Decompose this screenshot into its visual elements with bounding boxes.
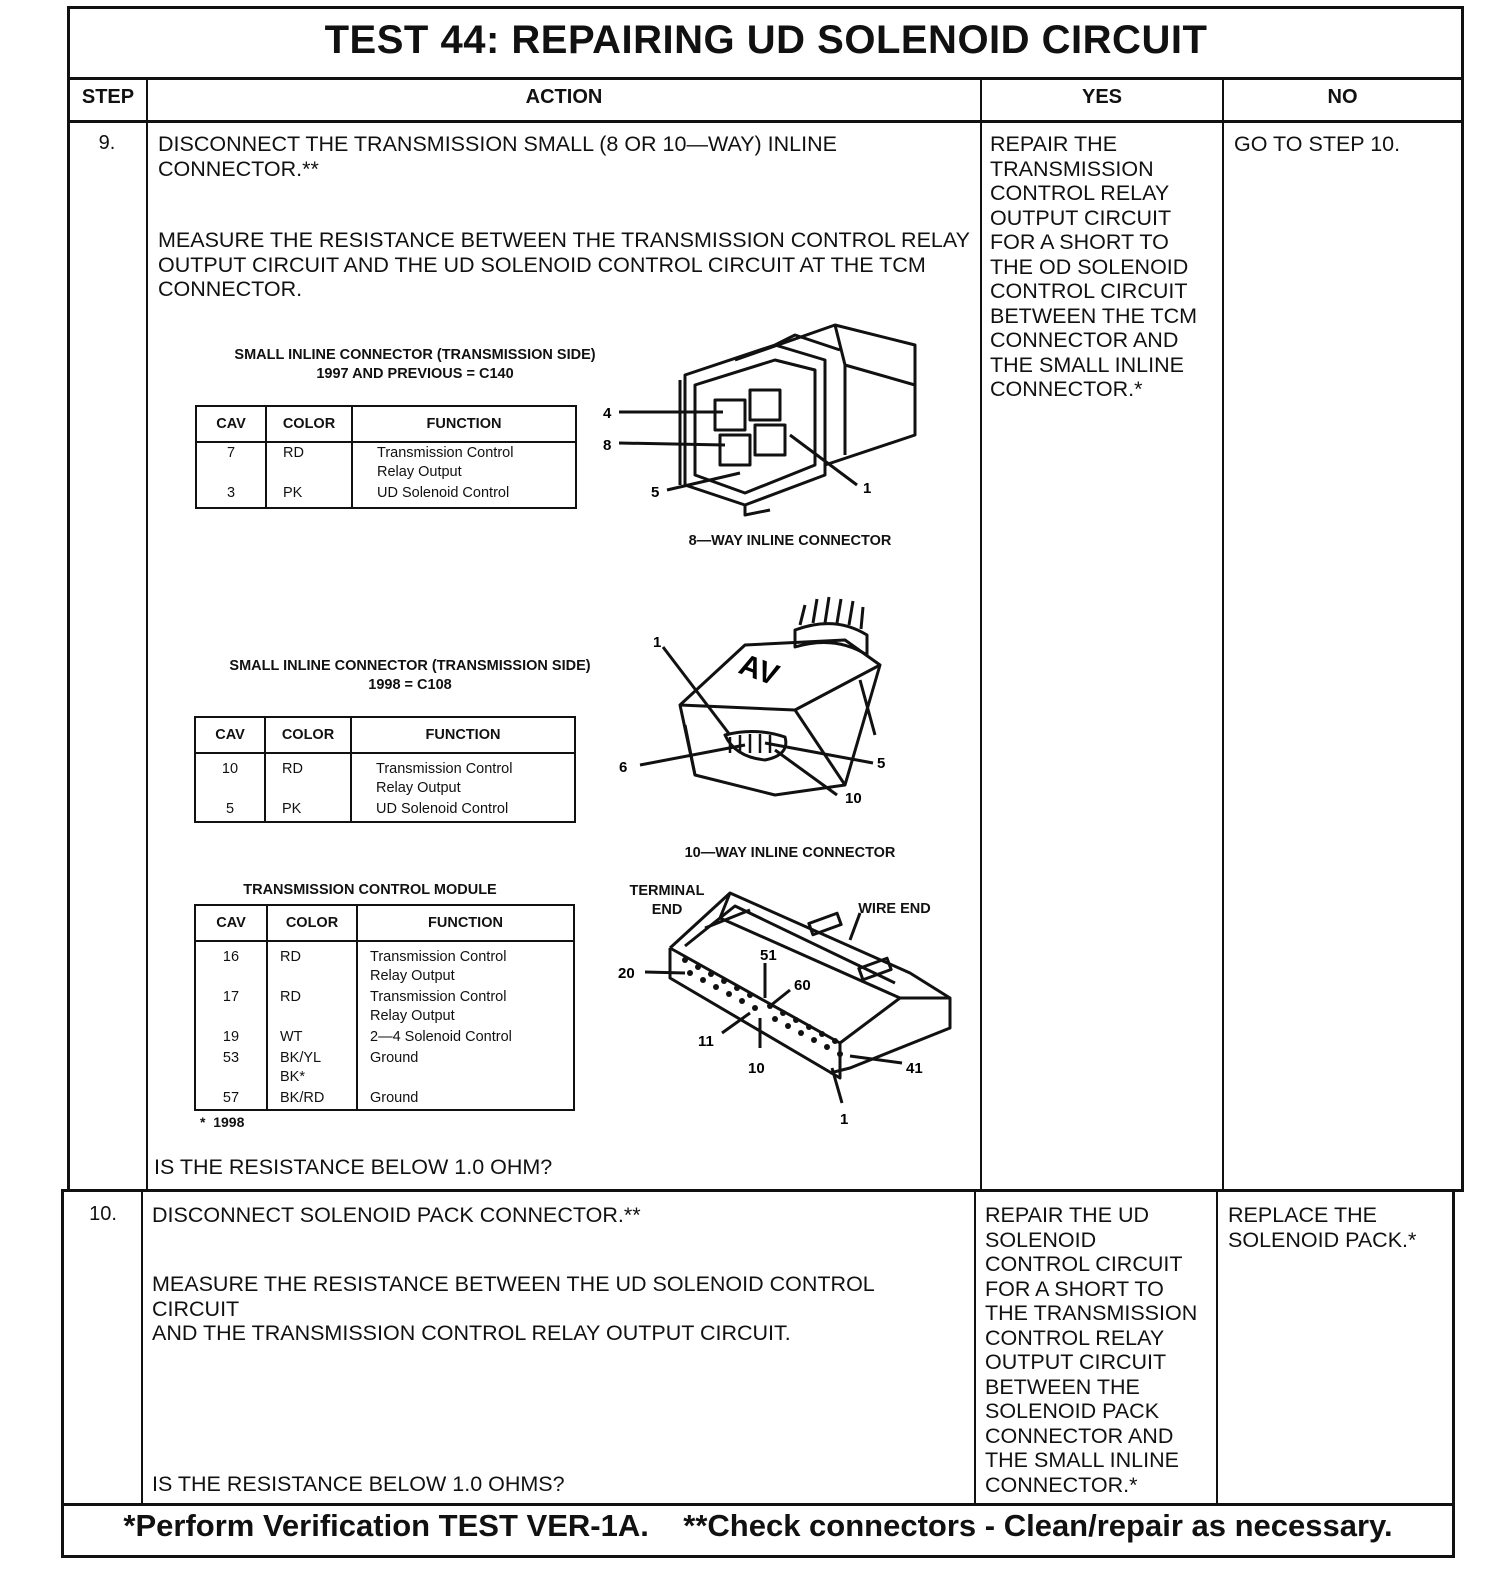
cell-color: RD — [267, 987, 357, 1027]
cell-cav: 17 — [195, 987, 267, 1027]
connector1-label: 8—WAY INLINE CONNECTOR — [688, 533, 892, 549]
col-sep-yes-lower — [1216, 1190, 1218, 1504]
table-header-row — [195, 717, 575, 753]
table1 — [195, 405, 577, 509]
step-9-no: GO TO STEP 10. — [1234, 132, 1401, 156]
pin-1-label: 1 — [653, 634, 662, 651]
cell-cav: 5 — [195, 799, 265, 822]
pin-60-label: 60 — [794, 977, 811, 994]
pin-8-leader — [619, 443, 725, 445]
table-row — [195, 987, 574, 1027]
cell-color: RD — [266, 442, 352, 483]
cell-function: Transmission Control Relay Output — [357, 987, 574, 1027]
cell-color: BK/YL BK* — [267, 1048, 357, 1088]
step-10-action-2: MEASURE THE RESISTANCE BETWEEN THE UD SOLENOID CONTROL CIRCUIT AND THE TRANSMISSION CONTROL RELAY OUTPUT CIRCUIT. — [152, 1272, 874, 1345]
pin-10-label: 10 — [748, 1060, 765, 1077]
frame-left — [67, 6, 70, 1192]
pin-5-label: 5 — [877, 755, 886, 772]
step-10-number: 10. — [89, 1203, 117, 1225]
connector2-label: 10—WAY INLINE CONNECTOR — [684, 845, 896, 861]
cell-function: UD Solenoid Control — [351, 799, 575, 822]
table-row — [196, 442, 576, 483]
rule-between-steps — [61, 1189, 1464, 1192]
pin-1-label: 1 — [863, 480, 872, 497]
cell-function: UD Solenoid Control — [352, 483, 576, 508]
col-function: FUNCTION — [357, 905, 574, 941]
step-10-yes: REPAIR THE UD SOLENOID CONTROL CIRCUIT FOR A SHORT TO THE TRANSMISSION CONTROL RELAY OUTPUT CIRCUIT BETWEEN THE SOLENOID PACK CONNECTOR AND THE SMALL INLINE CONNECTOR.* — [985, 1203, 1198, 1497]
cell-cav: 3 — [196, 483, 266, 508]
pin-51-label: 51 — [760, 947, 777, 964]
cell-function: Ground — [357, 1088, 574, 1110]
pin-11-label: 11 — [698, 1033, 714, 1050]
table3 — [194, 904, 575, 1111]
cell-function: Transmission Control Relay Output — [351, 753, 575, 799]
cell-color: WT — [267, 1027, 357, 1048]
page-title: TEST 44: REPAIRING UD SOLENOID CIRCUIT — [324, 18, 1208, 62]
col-cav: CAV — [195, 905, 267, 941]
wire-end-label: WIRE END — [858, 901, 931, 917]
col-sep-action — [980, 78, 982, 1190]
cell-function: 2—4 Solenoid Control — [357, 1027, 574, 1048]
step-9-number: 9. — [98, 132, 116, 154]
col-sep-step-lower — [141, 1190, 143, 1504]
pin-4-label: 4 — [603, 405, 612, 422]
pin-60-leader — [770, 990, 790, 1006]
cell-cav: 16 — [195, 941, 267, 987]
rule-below-headers — [68, 120, 1464, 123]
col-cav: CAV — [196, 406, 266, 442]
cell-color: RD — [265, 753, 351, 799]
col-sep-action-lower — [974, 1190, 976, 1504]
rule-below-title — [68, 77, 1464, 80]
table2 — [194, 716, 576, 823]
frame-right — [1461, 6, 1464, 1192]
table1-caption: SMALL INLINE CONNECTOR (TRANSMISSION SIDE) 1997 AND PREVIOUS = C140 — [234, 347, 596, 382]
step-10-question: IS THE RESISTANCE BELOW 1.0 OHMS? — [152, 1472, 565, 1496]
step-9-action-1: DISCONNECT THE TRANSMISSION SMALL (8 OR 10—WAY) INLINE CONNECTOR.** — [158, 132, 837, 181]
pin-41-label: 41 — [906, 1060, 923, 1077]
cell-color: PK — [266, 483, 352, 508]
cell-function: Ground — [357, 1048, 574, 1088]
table-row — [195, 753, 575, 799]
table-row — [195, 1088, 574, 1110]
step-9-action-2: MEASURE THE RESISTANCE BETWEEN THE TRANSMISSION CONTROL RELAY OUTPUT CIRCUIT AND THE UD SOLENOID CONTROL CIRCUIT AT THE TCM CONNECTOR. — [158, 228, 970, 301]
pin-10-label: 10 — [845, 790, 862, 807]
header-step: STEP — [81, 86, 135, 108]
pin-8-label: 8 — [603, 437, 612, 454]
col-cav: CAV — [195, 717, 265, 753]
table-header-row — [196, 406, 576, 442]
eight-way-connector-drawing — [595, 305, 935, 520]
step-10-action-1: DISCONNECT SOLENOID PACK CONNECTOR.** — [152, 1203, 641, 1227]
pin-6-label: 6 — [619, 759, 628, 776]
cell-cav: 57 — [195, 1088, 267, 1110]
col-color: COLOR — [266, 406, 352, 442]
col-sep-yes — [1222, 78, 1224, 1190]
cell-color: BK/RD — [267, 1088, 357, 1110]
frame-bottom — [61, 1555, 1455, 1558]
frame-top — [68, 6, 1464, 9]
pin-5-label: 5 — [651, 484, 660, 501]
col-color: COLOR — [265, 717, 351, 753]
cell-function: Transmission Control Relay Output — [352, 442, 576, 483]
cell-cav: 19 — [195, 1027, 267, 1048]
cell-color: RD — [267, 941, 357, 987]
pin-20-label: 20 — [618, 965, 635, 982]
step-9-question: IS THE RESISTANCE BELOW 1.0 OHM? — [154, 1155, 553, 1179]
connector2-body-mark: AV — [734, 648, 784, 693]
table-row — [195, 1027, 574, 1048]
rule-above-footer — [61, 1503, 1455, 1506]
footer-note: *Perform Verification TEST VER-1A. **Check connectors - Clean/repair as necessary. — [123, 1508, 1393, 1543]
col-color: COLOR — [267, 905, 357, 941]
table-row — [195, 1048, 574, 1088]
header-no: NO — [1327, 86, 1358, 108]
step-9-yes: REPAIR THE TRANSMISSION CONTROL RELAY OUTPUT CIRCUIT FOR A SHORT TO THE OD SOLENOID CONTROL CIRCUIT BETWEEN THE TCM CONNECTOR AND THE SMALL INLINE CONNECTOR.* — [990, 132, 1198, 401]
cell-cav: 53 — [195, 1048, 267, 1088]
table-row — [195, 941, 574, 987]
col-sep-step — [146, 78, 148, 1190]
terminal-end-label: TERMINAL END — [629, 883, 705, 918]
header-yes: YES — [1081, 86, 1123, 108]
step-10-no: REPLACE THE SOLENOID PACK.* — [1228, 1203, 1417, 1252]
table-row — [195, 799, 575, 822]
col-function: FUNCTION — [352, 406, 576, 442]
pin-1-label: 1 — [840, 1111, 849, 1128]
table-header-row — [195, 905, 574, 941]
ten-way-connector-drawing — [605, 585, 905, 815]
table3-caption: TRANSMISSION CONTROL MODULE — [243, 882, 497, 898]
pin-20-leader — [645, 972, 685, 973]
table3-footnote: * 1998 — [200, 1114, 245, 1130]
pin-1-leader — [663, 647, 730, 735]
cell-cav: 7 — [196, 442, 266, 483]
cell-cav: 10 — [195, 753, 265, 799]
cell-color: PK — [265, 799, 351, 822]
col-function: FUNCTION — [351, 717, 575, 753]
table-row — [196, 483, 576, 508]
table2-caption: SMALL INLINE CONNECTOR (TRANSMISSION SIDE) 1998 = C108 — [229, 658, 591, 693]
cell-function: Transmission Control Relay Output — [357, 941, 574, 987]
header-action: ACTION — [525, 86, 603, 108]
